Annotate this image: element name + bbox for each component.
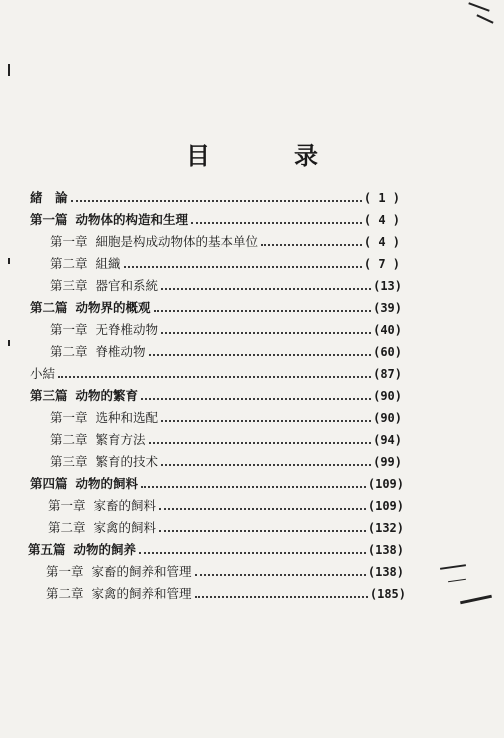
dot-leader	[149, 354, 372, 356]
toc-entry-number: 第一章	[46, 564, 84, 579]
toc-entry-page: ( 1 )	[363, 191, 400, 205]
toc-entry-part-3	[30, 382, 402, 404]
toc-entry-chapter	[50, 448, 402, 470]
toc-entry-chapter	[50, 316, 402, 338]
toc-entry-title: 組織	[95, 256, 121, 271]
dot-leader	[159, 508, 366, 510]
scan-mark	[468, 2, 489, 11]
toc-entry-number: 第一篇	[30, 212, 68, 227]
toc-entry-chapter	[48, 514, 404, 536]
toc-entry-title: 器官和系統	[95, 278, 159, 293]
dot-leader	[195, 574, 366, 576]
toc-entry-title: 家禽的飼料	[93, 520, 157, 535]
toc-entry-title: 动物的繁育	[75, 388, 139, 403]
toc-entry-title: 脊椎动物	[95, 344, 146, 359]
toc-entry-chapter	[48, 492, 404, 514]
dot-leader	[159, 530, 366, 532]
dot-leader	[139, 552, 366, 554]
dot-leader	[261, 244, 362, 246]
scan-mark	[476, 14, 493, 23]
toc-entry-chapter	[50, 338, 402, 360]
scan-mark	[8, 64, 10, 76]
toc-entry-title: 选种和选配	[95, 410, 159, 425]
toc-entry-title: 家畜的飼养和管理	[91, 564, 192, 579]
toc-entry-summary	[30, 360, 402, 382]
toc-entry-page: ( 4 )	[363, 235, 400, 249]
page-title: 目 录	[186, 141, 348, 170]
toc-entry-page: (90)	[373, 389, 402, 403]
scan-mark	[8, 340, 10, 346]
toc-entry-number: 第一章	[50, 322, 88, 337]
toc-entry-part-2	[30, 294, 402, 316]
toc-entry-number: 第一章	[50, 410, 88, 425]
toc-entry-title: 小結	[30, 366, 56, 381]
toc-entry-page: (185)	[369, 587, 406, 601]
toc-entry-number: 第三章	[50, 278, 88, 293]
toc-entry-number: 第二章	[50, 256, 88, 271]
toc-entry-title: 繁育方法	[95, 432, 146, 447]
toc-entry-title: 家禽的飼养和管理	[91, 586, 192, 601]
toc-entry-introduction	[30, 184, 400, 206]
dot-leader	[58, 376, 371, 378]
toc-entry-page: (90)	[373, 411, 402, 425]
toc-entry-page: (132)	[367, 521, 404, 535]
toc-entry-part-1	[30, 206, 400, 228]
toc-entry-page: ( 4 )	[363, 213, 400, 227]
toc-entry-number: 第一章	[48, 498, 86, 513]
toc-entry-chapter	[50, 272, 402, 294]
toc-entry-page: (138)	[367, 565, 404, 579]
toc-entry-chapter	[50, 250, 400, 272]
toc-entry-page: (99)	[373, 455, 402, 469]
dot-leader	[154, 310, 372, 312]
toc-entry-page: (109)	[367, 499, 404, 513]
toc-entry-number: 第一章	[50, 234, 88, 249]
toc-entry-number: 第二章	[50, 344, 88, 359]
toc-entry-number: 第三章	[50, 454, 88, 469]
toc-entry-number: 第二章	[48, 520, 86, 535]
toc-entry-page: (109)	[367, 477, 404, 491]
toc-entry-chapter	[46, 580, 406, 602]
toc-entry-page: (39)	[373, 301, 402, 315]
toc-entry-title: 細胞是构成动物体的基本单位	[95, 234, 259, 249]
toc-entry-chapter	[50, 404, 402, 426]
dot-leader	[71, 200, 362, 202]
toc-entry-number: 第二篇	[30, 300, 68, 315]
toc-entry-title: 动物界的概观	[75, 300, 151, 315]
dot-leader	[161, 332, 371, 334]
dot-leader	[124, 266, 362, 268]
toc-entry-number: 第五篇	[28, 542, 66, 557]
dot-leader	[149, 442, 372, 444]
dot-leader	[195, 596, 368, 598]
dot-leader	[161, 288, 371, 290]
toc-entry-title: 緒 論	[30, 190, 68, 205]
toc-entry-part-5	[28, 536, 404, 558]
toc-entry-page: (60)	[373, 345, 402, 359]
toc-entry-page: (13)	[373, 279, 402, 293]
toc-entry-title: 动物的飼养	[73, 542, 137, 557]
toc-entry-page: (94)	[373, 433, 402, 447]
toc-entry-page: (40)	[373, 323, 402, 337]
dot-leader	[141, 398, 371, 400]
dot-leader	[161, 464, 371, 466]
toc-entry-number: 第二章	[50, 432, 88, 447]
dot-leader	[161, 420, 371, 422]
toc-entry-number: 第三篇	[30, 388, 68, 403]
toc-entry-title: 繁育的技术	[95, 454, 159, 469]
toc-entry-number: 第二章	[46, 586, 84, 601]
toc-entry-page: (87)	[373, 367, 402, 381]
toc-entry-chapter	[50, 228, 400, 250]
toc-entry-part-4	[30, 470, 404, 492]
toc-entry-page: (138)	[367, 543, 404, 557]
toc-entry-title: 无脊椎动物	[95, 322, 159, 337]
scan-mark	[8, 258, 10, 264]
toc-entry-title: 动物体的构造和生理	[75, 212, 189, 227]
toc-entry-chapter	[46, 558, 404, 580]
toc-entry-number: 第四篇	[30, 476, 68, 491]
toc-entry-title: 动物的飼料	[75, 476, 139, 491]
toc-entry-title: 家畜的飼料	[93, 498, 157, 513]
toc-entry-chapter	[50, 426, 402, 448]
toc-entry-page: ( 7 )	[363, 257, 400, 271]
dot-leader	[191, 222, 362, 224]
dot-leader	[141, 486, 366, 488]
table-of-contents	[0, 184, 504, 624]
